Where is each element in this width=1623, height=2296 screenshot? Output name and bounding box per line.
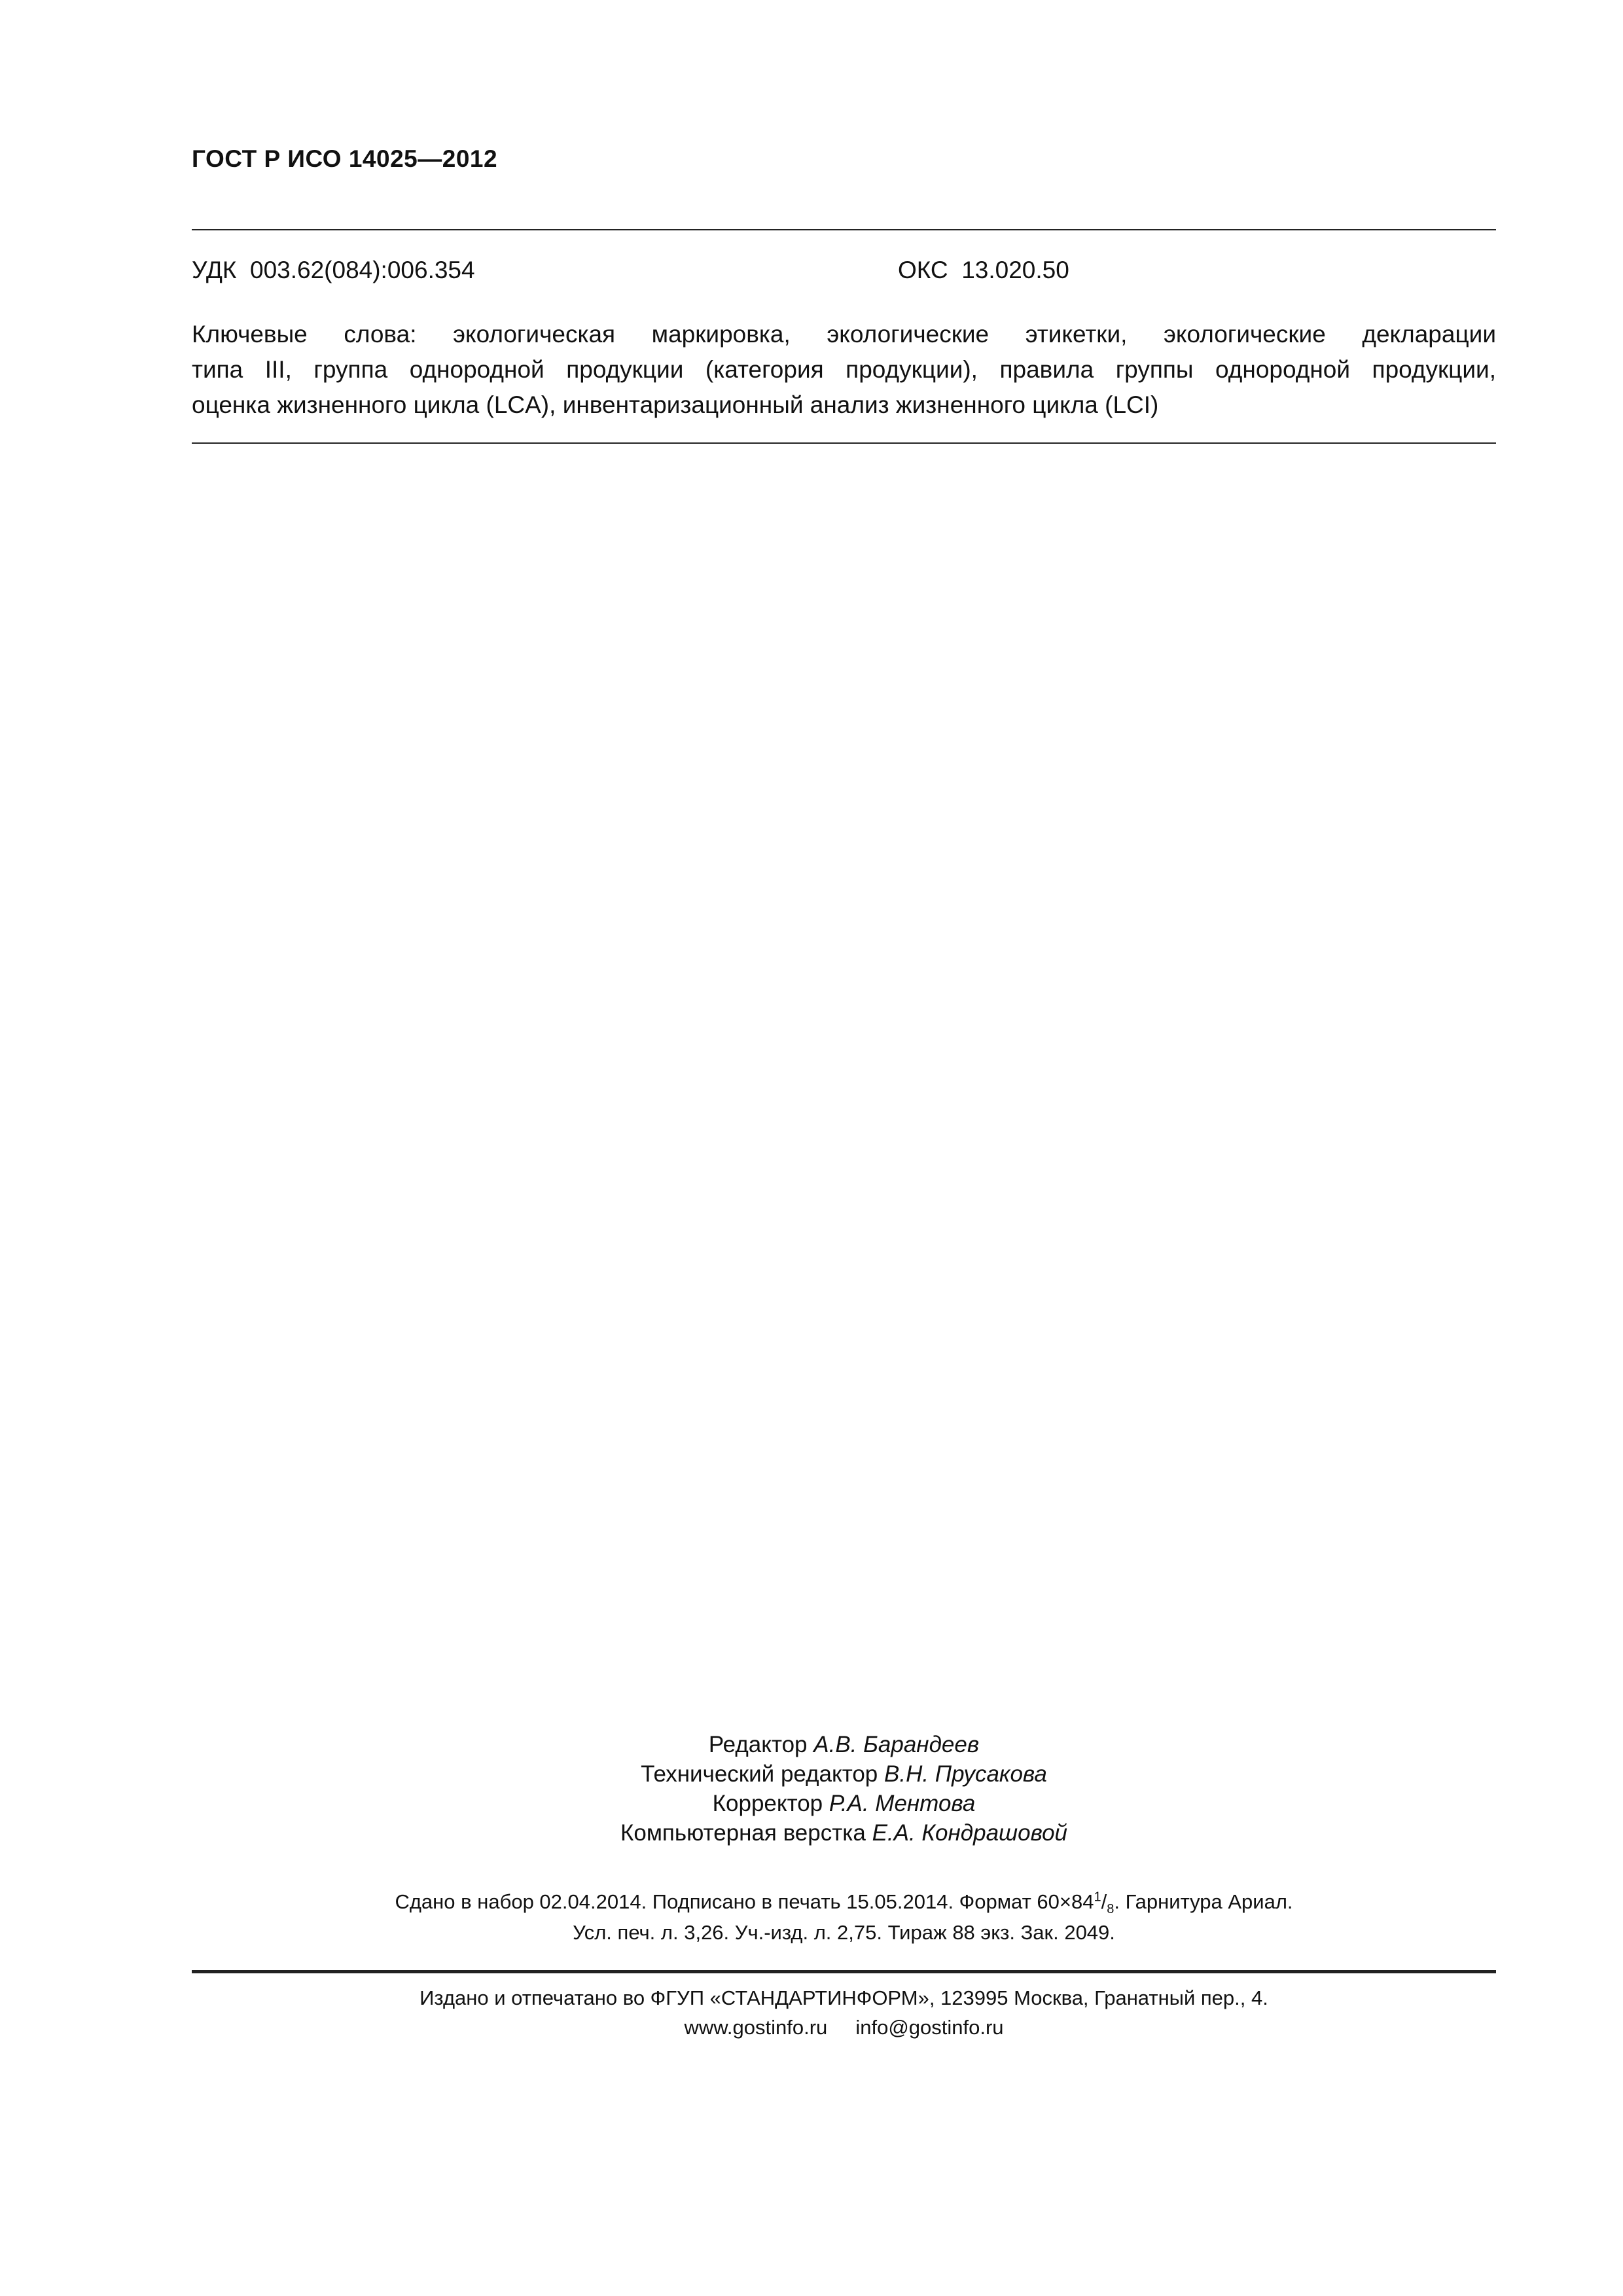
- credit-name: В.Н. Прусакова: [884, 1761, 1047, 1787]
- format-subscript: 8: [1107, 1902, 1115, 1917]
- credit-line: [192, 1759, 1496, 1789]
- print-details-text: . Гарнитура Ариал.: [1114, 1890, 1293, 1913]
- credit-name: А.В. Барандеев: [813, 1732, 980, 1757]
- top-divider: [192, 229, 1496, 230]
- keywords-divider: [192, 442, 1496, 444]
- keywords-paragraph: [192, 317, 1496, 423]
- credit-role: Редактор: [708, 1732, 808, 1757]
- standard-title: ГОСТ Р ИСО 14025—2012: [192, 145, 498, 172]
- publisher-contacts: www.gostinfo.ru info@gostinfo.ru: [684, 2016, 1004, 2039]
- print-details-line: Сдано в набор 02.04.2014. Подписано в печать 15.05.2014. Формат $60\times 84^1/_8$. Гарнитура Ариал.: [395, 1890, 1293, 1917]
- credit-line: [192, 1730, 1496, 1759]
- credit-role: Компьютерная верстка: [620, 1820, 866, 1846]
- print-details: [192, 1886, 1496, 1948]
- credit-line: [192, 1818, 1496, 1848]
- keywords-line: Ключевые слова: экологическая маркировка, экологические этикетки, экологические декларации: [192, 321, 1496, 348]
- oks-code: ОКС 13.020.50: [898, 257, 1069, 283]
- keywords-line: оценка жизненного цикла (LCA), инвентаризационный анализ жизненного цикла (LCI): [192, 391, 1159, 418]
- editorial-credits: [192, 1730, 1496, 1848]
- udk-code: УДК 003.62(084):006.354: [192, 257, 475, 283]
- credit-role: Технический редактор: [641, 1761, 878, 1787]
- credit-name: Е.А. Кондрашовой: [872, 1820, 1068, 1846]
- print-details-line: Усл. печ. л. 3,26. Уч.-изд. л. 2,75. Тираж 88 экз. Зак. 2049.: [573, 1921, 1115, 1944]
- credit-role: Корректор: [712, 1791, 823, 1816]
- format-superscript: 1: [1094, 1890, 1101, 1905]
- credit-line: [192, 1789, 1496, 1818]
- print-details-text: Сдано в набор 02.04.2014. Подписано в печать 15.05.2014. Формат 60×84: [395, 1890, 1094, 1913]
- publisher-divider: [192, 1970, 1496, 1973]
- keywords-line: типа III, группа однородной продукции (категория продукции), правила группы однородной продукции,: [192, 356, 1496, 383]
- credit-name: Р.А. Ментова: [829, 1791, 976, 1816]
- publisher-address: Издано и отпечатано во ФГУП «СТАНДАРТИНФОРМ», 123995 Москва, Гранатный пер., 4.: [419, 1986, 1268, 2009]
- publisher-info: [192, 1983, 1496, 2042]
